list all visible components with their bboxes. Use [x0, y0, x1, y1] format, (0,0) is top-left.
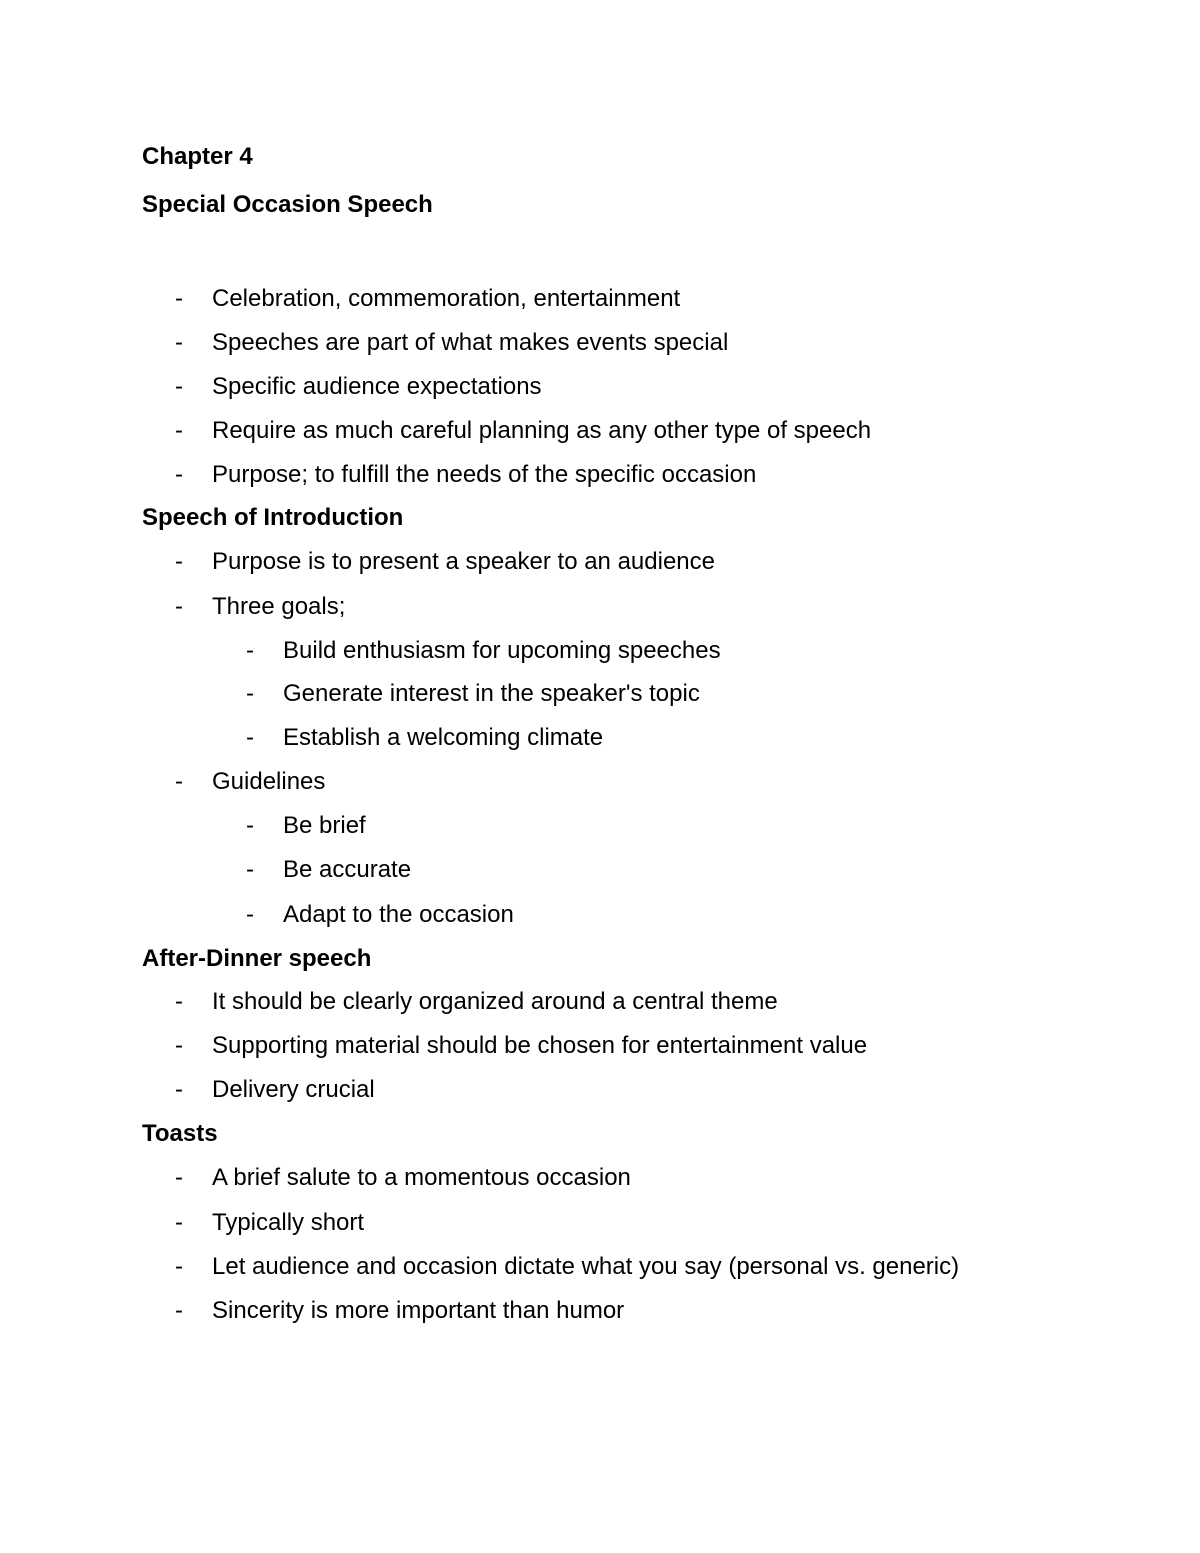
list-item	[0, 988, 1200, 1016]
bullet-dash: -	[246, 680, 254, 707]
sub-list-item-text: Generate interest in the speaker's topic	[283, 680, 700, 707]
list-item	[0, 1209, 1200, 1237]
list-item	[0, 1032, 1200, 1060]
list-item	[0, 461, 1200, 489]
list-item-text: Supporting material should be chosen for entertainment value	[212, 1032, 868, 1059]
list-item	[0, 329, 1200, 357]
bullet-dash: -	[175, 285, 183, 312]
bullet-dash: -	[175, 768, 183, 795]
sub-list-item	[0, 724, 1200, 752]
section-title-introduction: Speech of Introduction	[142, 504, 404, 531]
section-title-special-occasion: Special Occasion Speech	[142, 191, 433, 218]
sub-list-item	[0, 901, 1200, 929]
bullet-dash: -	[175, 329, 183, 356]
sub-list-item	[0, 637, 1200, 665]
section-title-after-dinner: After-Dinner speech	[142, 945, 372, 972]
list-item-text: Purpose is to present a speaker to an audience	[212, 548, 715, 575]
bullet-dash: -	[175, 1032, 183, 1059]
bullet-dash: -	[175, 1209, 183, 1236]
list-item	[0, 768, 1200, 796]
list-item-text: Speeches are part of what makes events special	[212, 329, 729, 356]
sub-list-item-text: Adapt to the occasion	[283, 901, 514, 928]
sub-list-item-text: Build enthusiasm for upcoming speeches	[283, 637, 721, 664]
list-item-text: Specific audience expectations	[212, 373, 542, 400]
sub-list-item-text: Be accurate	[283, 856, 412, 883]
sub-list-item-text: Be brief	[283, 812, 366, 839]
list-item	[0, 1076, 1200, 1104]
sub-list-item-text: Establish a welcoming climate	[283, 724, 604, 751]
bullet-dash: -	[175, 988, 183, 1015]
bullet-dash: -	[175, 461, 183, 488]
sub-list-item	[0, 856, 1200, 884]
bullet-dash: -	[175, 417, 183, 444]
bullet-dash: -	[175, 1164, 183, 1191]
list-item-text: Three goals;	[212, 593, 346, 620]
list-item-text: Sincerity is more important than humor	[212, 1297, 625, 1324]
list-item	[0, 1253, 1200, 1281]
list-item-text: Require as much careful planning as any other type of speech	[212, 417, 872, 444]
list-item	[0, 373, 1200, 401]
bullet-dash: -	[246, 812, 254, 839]
bullet-dash: -	[246, 637, 254, 664]
section-title-toasts: Toasts	[142, 1120, 218, 1147]
list-item	[0, 417, 1200, 445]
bullet-dash: -	[175, 548, 183, 575]
list-item	[0, 593, 1200, 621]
bullet-dash: -	[175, 373, 183, 400]
list-item	[0, 548, 1200, 576]
list-item	[0, 1297, 1200, 1325]
list-item-text: A brief salute to a momentous occasion	[212, 1164, 631, 1191]
list-item-text: Typically short	[212, 1209, 365, 1236]
bullet-dash: -	[175, 1076, 183, 1103]
bullet-dash: -	[246, 856, 254, 883]
bullet-dash: -	[175, 593, 183, 620]
list-item	[0, 1164, 1200, 1192]
bullet-dash: -	[175, 1297, 183, 1324]
chapter-title: Chapter 4	[142, 143, 253, 170]
bullet-dash: -	[246, 724, 254, 751]
sub-list-item	[0, 680, 1200, 708]
sub-list-item	[0, 812, 1200, 840]
list-item	[0, 285, 1200, 313]
list-item-text: Celebration, commemoration, entertainment	[212, 285, 681, 312]
list-item-text: Delivery crucial	[212, 1076, 375, 1103]
bullet-dash: -	[175, 1253, 183, 1280]
list-item-text: Guidelines	[212, 768, 326, 795]
list-item-text: Purpose; to fulfill the needs of the specific occasion	[212, 461, 757, 488]
list-item-text: It should be clearly organized around a central theme	[212, 988, 778, 1015]
bullet-dash: -	[246, 901, 254, 928]
list-item-text: Let audience and occasion dictate what you say (personal vs. generic)	[212, 1253, 960, 1280]
